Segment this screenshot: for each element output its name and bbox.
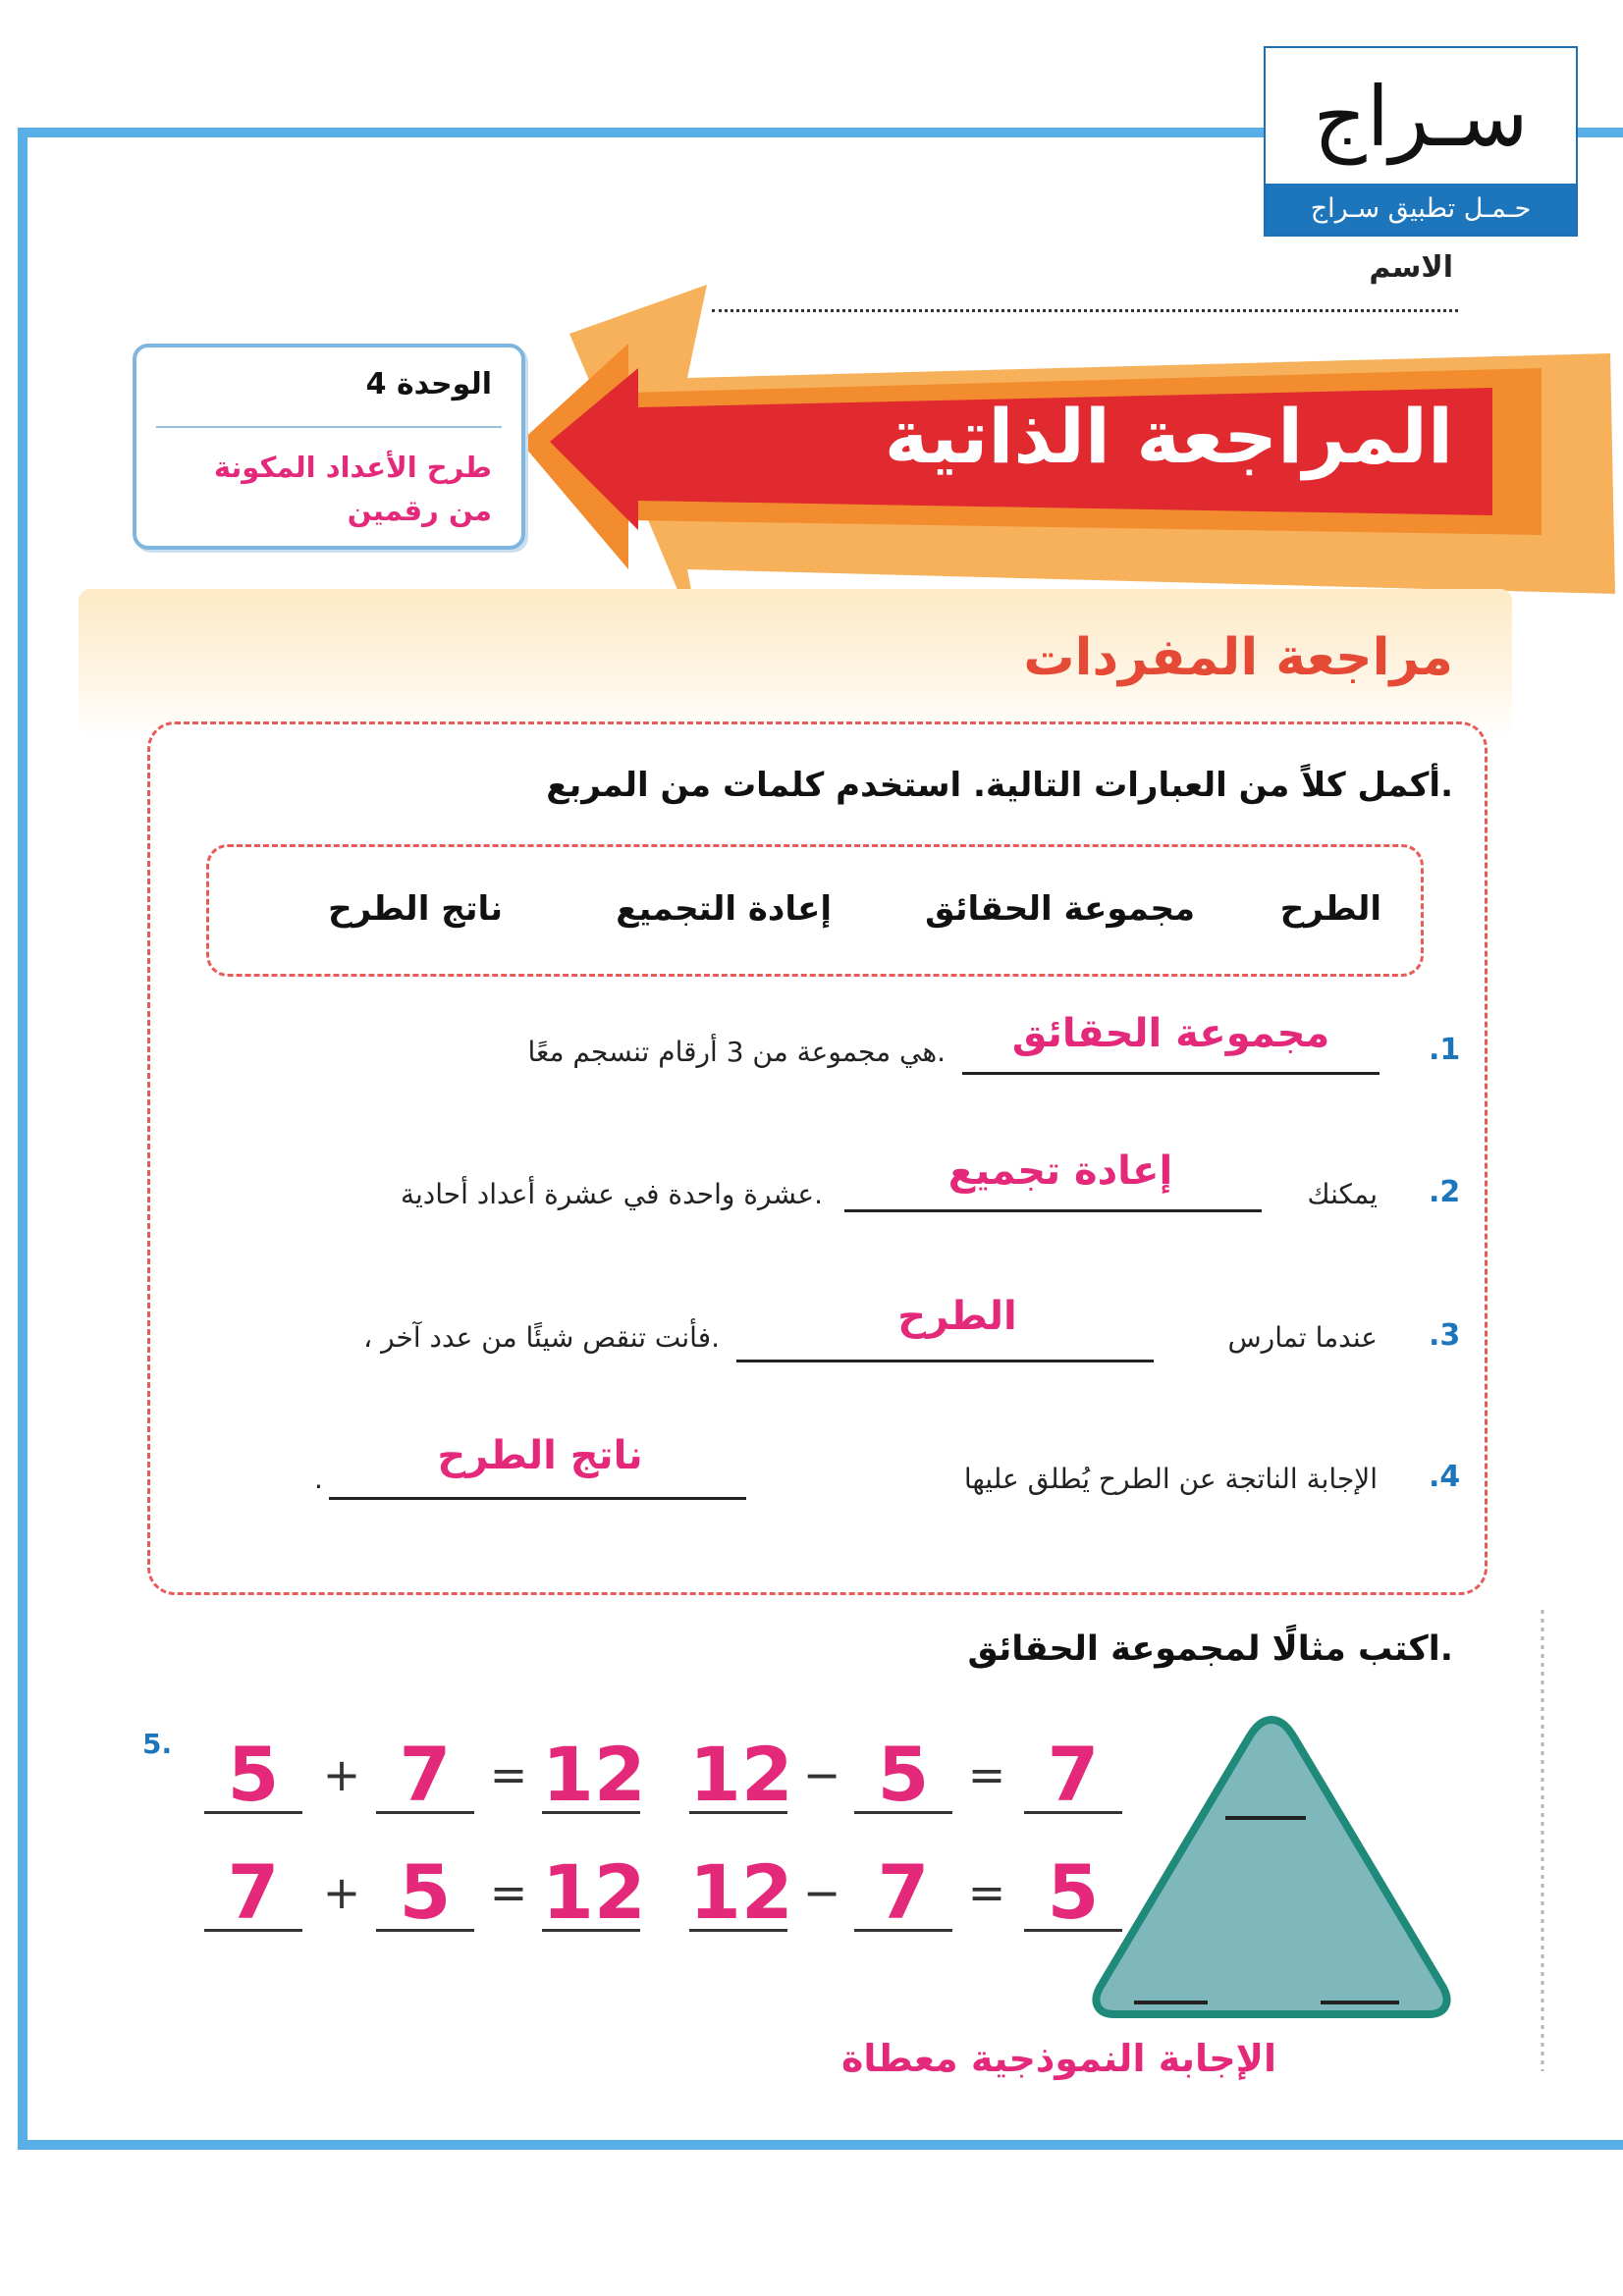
question-2-blank[interactable] [844, 1209, 1262, 1212]
question-1-number: .1 [1429, 1033, 1461, 1067]
unit-lesson-line1: طرح الأعداد المكونة [213, 451, 492, 484]
equals-sign: = [967, 1866, 1006, 1919]
equals-sign: = [489, 1866, 528, 1919]
model-answer-note: الإجابة النموذجية معطاة [841, 2037, 1276, 2080]
question-3-answer: الطرح [897, 1294, 1017, 1339]
question-3-blank[interactable] [736, 1360, 1154, 1362]
fact-family-cell[interactable]: 5 [376, 1853, 474, 1932]
banner-title: المراجعة الذاتية [884, 393, 1453, 480]
fact-family-cell[interactable]: 7 [854, 1853, 952, 1932]
minus-sign: − [802, 1748, 841, 1801]
unit-lesson [168, 446, 492, 532]
instruction: أكمل كلاً من العبارات التالية. استخدم كلمات من المربع. [546, 766, 1453, 805]
question-2-number: .2 [1429, 1175, 1461, 1209]
plus-sign: + [322, 1748, 361, 1801]
fact-family-cell[interactable]: 7 [204, 1853, 302, 1932]
section-title: مراجعة المفردات [1023, 628, 1453, 687]
equals-sign: = [489, 1748, 528, 1801]
unit-lesson-line2: من رقمين [347, 494, 492, 527]
unit-divider [156, 426, 502, 428]
fact-family-cell[interactable]: 12 [542, 1731, 646, 1818]
question-4-after: . [314, 1463, 323, 1495]
question-4-before: الإجابة الناتجة عن الطرح يُطلق عليها [963, 1463, 1378, 1495]
word-bank-item: ناتج الطرح [328, 889, 503, 929]
question-3-number: .3 [1429, 1318, 1461, 1353]
question-5-number: 5. [142, 1728, 173, 1760]
question-3-after: ، فأنت تنقص شيئًا من عدد آخر. [363, 1321, 720, 1354]
question-3-before: عندما تمارس [1227, 1321, 1378, 1354]
fact-family-triangle [1080, 1708, 1463, 2032]
fact-family-cell[interactable]: 12 [542, 1848, 646, 1936]
name-label: الاسم [1369, 250, 1453, 285]
word-bank [206, 844, 1424, 977]
unit-box [133, 344, 525, 550]
word-bank-item: إعادة التجميع [616, 889, 832, 929]
siraj-logo[interactable] [1264, 46, 1578, 237]
question-2-before: يمكنك [1307, 1178, 1378, 1210]
question-4-number: .4 [1429, 1460, 1461, 1494]
question-4-blank[interactable] [329, 1497, 746, 1500]
question-2-answer: إعادة تجميع [947, 1148, 1173, 1194]
minus-sign: − [802, 1866, 841, 1919]
word-bank-item: مجموعة الحقائق [925, 889, 1195, 929]
fact-family-cell[interactable]: 12 [689, 1848, 793, 1936]
plus-sign: + [322, 1866, 361, 1919]
question-1-after: هي مجموعة من 3 أرقام تنسجم معًا. [527, 1036, 946, 1068]
fact-family-cell[interactable]: 5 [854, 1735, 952, 1814]
logo-name: سـراج [1313, 69, 1529, 165]
question-4-answer: ناتج الطرح [437, 1433, 643, 1478]
fact-family-cell[interactable]: 7 [1024, 1735, 1122, 1814]
example-title: اكتب مثالًا لمجموعة الحقائق. [967, 1629, 1453, 1669]
unit-title: الوحدة 4 [365, 367, 492, 401]
word-bank-item: الطرح [1279, 889, 1381, 929]
question-1-blank[interactable] [962, 1072, 1380, 1075]
fact-family-cell[interactable]: 5 [1024, 1853, 1122, 1932]
fact-family-cell[interactable]: 7 [376, 1735, 474, 1814]
equals-sign: = [967, 1748, 1006, 1801]
copyright-note [1536, 1610, 1549, 2071]
logo-tagline: حـمـل تطبيق سـراج [1266, 184, 1576, 235]
fact-family-cell[interactable]: 5 [204, 1735, 302, 1814]
question-1-answer: مجموعة الحقائق [1011, 1011, 1330, 1056]
triangle-shape [1096, 1720, 1446, 2014]
question-2-after: عشرة واحدة في عشرة أعداد أحادية. [400, 1178, 823, 1210]
fact-family-cell[interactable]: 12 [689, 1731, 793, 1818]
